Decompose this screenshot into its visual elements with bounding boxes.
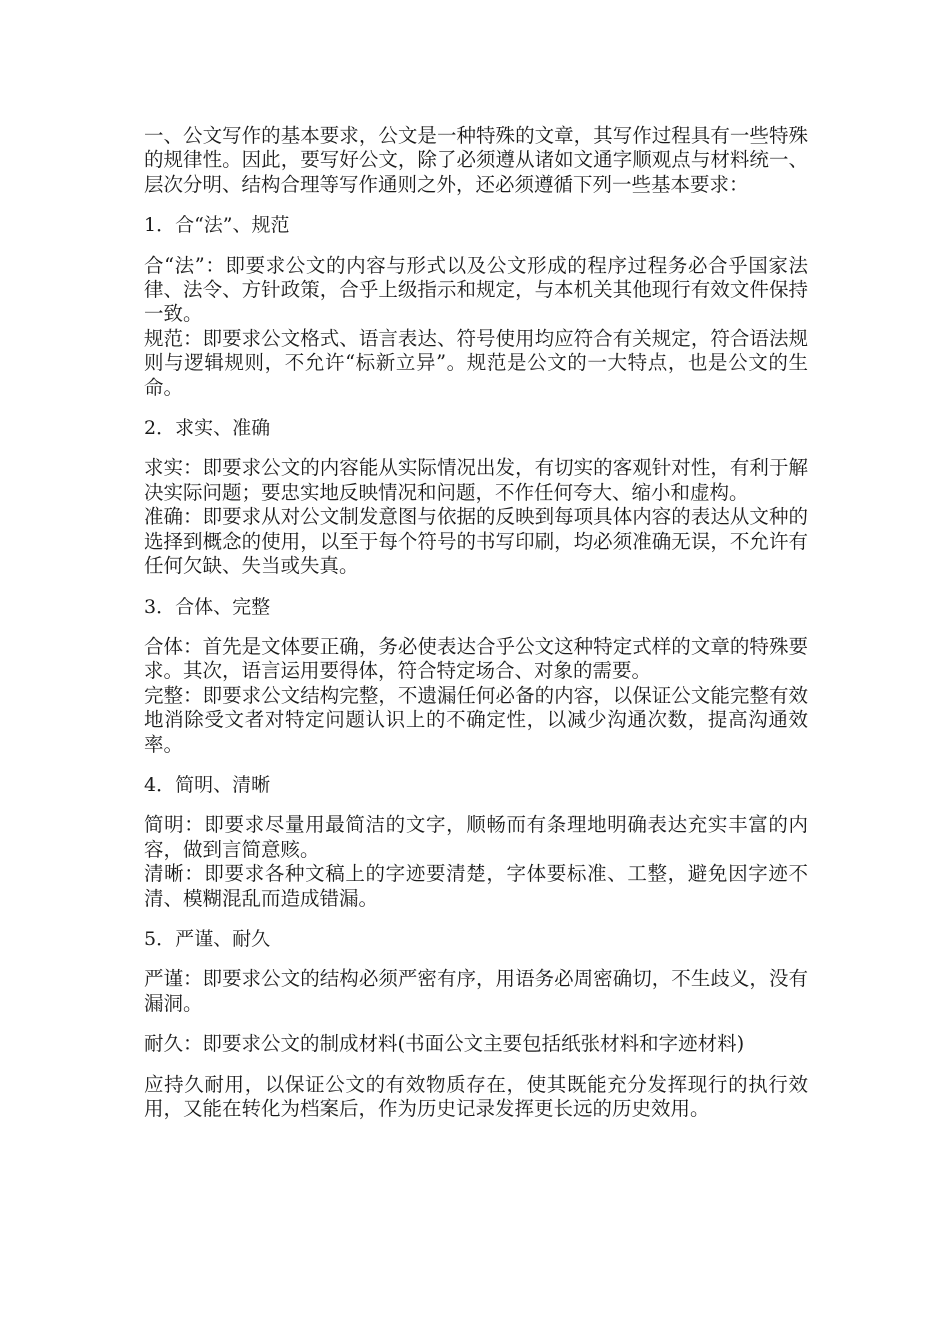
section-heading-3: 3．合体、完整 bbox=[144, 595, 271, 618]
section-5-paragraph-3: 应持久耐用，以保证公文的有效物质存在，使其既能充分发挥现行的执行效用，又能在转化为档案后，作为历史记录发挥更长远的历史效用。 bbox=[144, 1072, 808, 1120]
section-3-paragraph-2: 完整：即要求公文结构完整，不遗漏任何必备的内容，以保证公文能完整有效地消除受文者对特定问题认识上的不确定性，以减少沟通次数，提高沟通效率。 bbox=[144, 683, 808, 756]
section-1-paragraph-2: 规范：即要求公文格式、语言表达、符号使用均应符合有关规定，符合语法规则与逻辑规则，不允许“标新立异”。规范是公文的一大特点，也是公文的生命。 bbox=[144, 326, 808, 399]
section-1-paragraph-1: 合“法”：即要求公文的内容与形式以及公文形成的程序过程务必合乎国家法律、法令、方针政策，合乎上级指示和规定，与本机关其他现行有效文件保持一致。 bbox=[144, 253, 808, 326]
section-2-paragraph-1: 求实：即要求公文的内容能从实际情况出发，有切实的客观针对性，有利于解决实际问题；要忠实地反映情况和问题，不作任何夸大、缩小和虚构。 bbox=[144, 456, 808, 504]
section-5-paragraph-1: 严谨：即要求公文的结构必须严密有序，用语务必周密确切，不生歧义，没有漏洞。 bbox=[144, 967, 808, 1015]
intro-paragraph: 一、公文写作的基本要求，公文是一种特殊的文章，其写作过程具有一些特殊的规律性。因此，要写好公文，除了必须遵从诸如文通字顺观点与材料统一、层次分明、结构合理等写作通则之外，还必须遵循下列一些基本要求： bbox=[144, 124, 808, 196]
section-4-paragraph-2: 清晰：即要求各种文稿上的字迹要清楚，字体要标准、工整，避免因字迹不清、模糊混乱而造成错漏。 bbox=[144, 862, 808, 910]
section-4-paragraph-1: 简明：即要求尽量用最简洁的文字，顺畅而有条理地明确表达充实丰富的内容，做到言简意赅。 bbox=[144, 813, 808, 861]
section-2-paragraph-2: 准确：即要求从对公文制发意图与依据的反映到每项具体内容的表达从文种的选择到概念的使用，以至于每个符号的书写印刷，均必须准确无误，不允许有任何欠缺、失当或失真。 bbox=[144, 505, 808, 578]
section-5-paragraph-2: 耐久：即要求公文的制成材料(书面公文主要包括纸张材料和字迹材料) bbox=[144, 1032, 745, 1056]
section-3-paragraph-1: 合体：首先是文体要正确，务必使表达合乎公文这种特定式样的文章的特殊要求。其次，语言运用要得体，符合特定场合、对象的需要。 bbox=[144, 634, 808, 683]
section-heading-2: 2．求实、准确 bbox=[144, 417, 271, 440]
document-body bbox=[144, 124, 808, 1121]
section-heading-4: 4．简明、清晰 bbox=[144, 773, 271, 796]
section-heading-1: 1．合“法”、规范 bbox=[144, 214, 290, 237]
section-heading-5: 5．严谨、耐久 bbox=[144, 927, 271, 950]
